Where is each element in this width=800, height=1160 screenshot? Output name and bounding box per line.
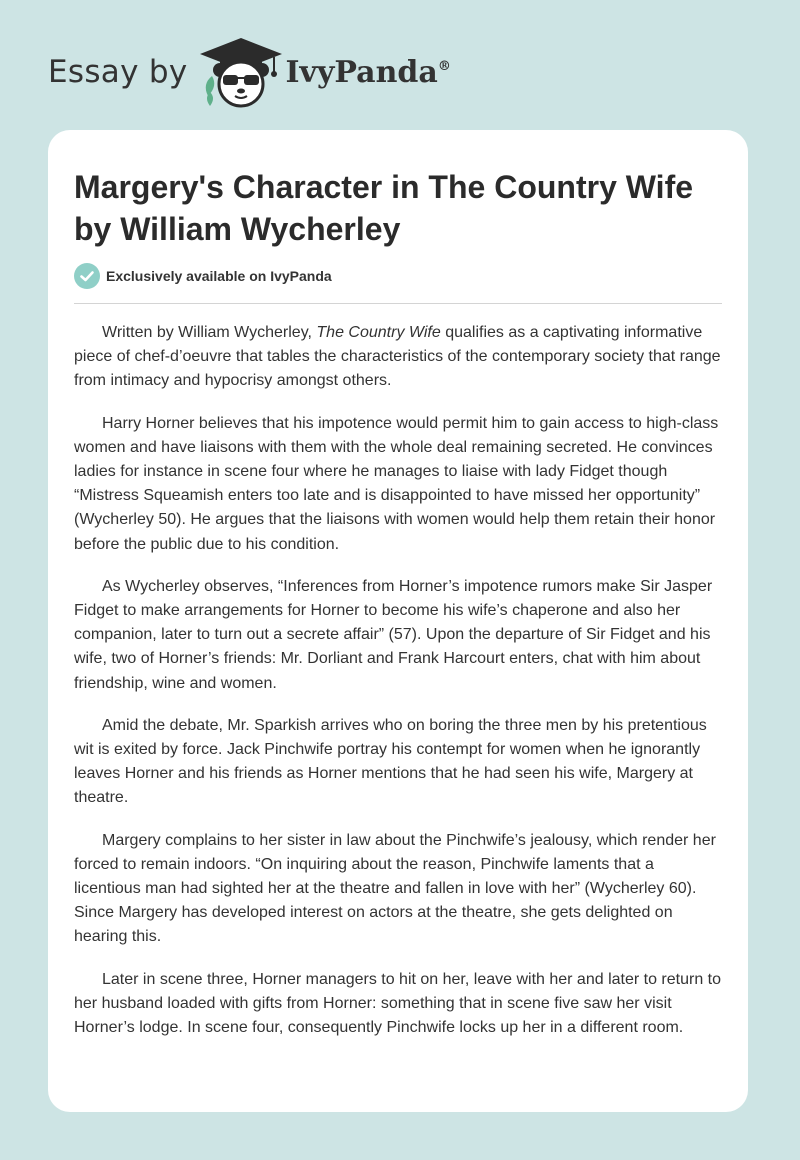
panda-graduate-logo-icon[interactable]: [198, 36, 284, 108]
essay-title: Margery's Character in The Country Wife by William Wycherley: [74, 169, 694, 247]
registered-mark: ®: [437, 58, 451, 74]
paragraph-3: As Wycherley observes, “Inferences from Horner’s impotence rumors make Sir Jasper Fidget to make arrangements for Horner to become his wife’s chaperone and also her companion, later to turn out a secrete affair” (57). Upon the departure of Sir Fidget and his wife, two of Horner’s friends: Mr. Dorliant and Frank Harcourt enters, chat with him about friendship, wine and women.: [74, 577, 713, 692]
paragraph-6: Later in scene three, Horner managers to hit on her, leave with her and later to return to her husband loaded with gifts from Horner: something that in scene five saw her visit Horner’s lodge. In scene four, consequently Pinchwife locks up her in a different room.: [74, 970, 722, 1037]
brand-header: [48, 36, 451, 108]
paragraph-1: Written by William Wycherley, The Country Wife qualifies as a captivating informative piece of chef-d’oeuvre that tables the characteristics of the contemporary society that range from intimacy and hypocrisy amongst others.: [74, 324, 721, 390]
exclusive-badge-text: Exclusively available on IvyPanda: [106, 268, 332, 284]
essay-body: [74, 321, 724, 1058]
work-title: The Country Wife: [316, 324, 441, 341]
paragraph-5: Margery complains to her sister in law about the Pinchwife’s jealousy, which render her forced to remain indoors. “On inquiring about the reason, Pinchwife laments that a licentious man had sighted her at the theatre and fallen in love with her” (Wycherley 60). Since Margery has developed interest on actors at the theatre, she gets delighted on hearing this.: [74, 831, 716, 946]
paragraph-4: Amid the debate, Mr. Sparkish arrives who on boring the three men by his pretentious wit is exited by force. Jack Pinchwife portray his contempt for women when he ignorantly leaves Horner and his friends as Horner mentions that he had seen his wife, Margery at theatre.: [74, 716, 707, 807]
divider: [74, 303, 722, 304]
brand-name: IvyPanda®: [285, 54, 451, 90]
exclusive-badge: [74, 263, 332, 289]
check-circle-icon: [74, 263, 100, 289]
essay-by-label: Essay by: [48, 54, 188, 90]
paragraph-2: Harry Horner believes that his impotence would permit him to gain access to high-class women and have liaisons with them with the whole deal remaining secreted. He convinces ladies for instance in scene four where he manages to liaise with lady Fidget though “Mistress Squeamish enters too late and is disappointed to have missed her opportunity” (Wycherley 50). He argues that the liaisons with women would help them retain their honor before the public due to his condition.: [74, 414, 719, 553]
essay-card: [48, 130, 748, 1112]
